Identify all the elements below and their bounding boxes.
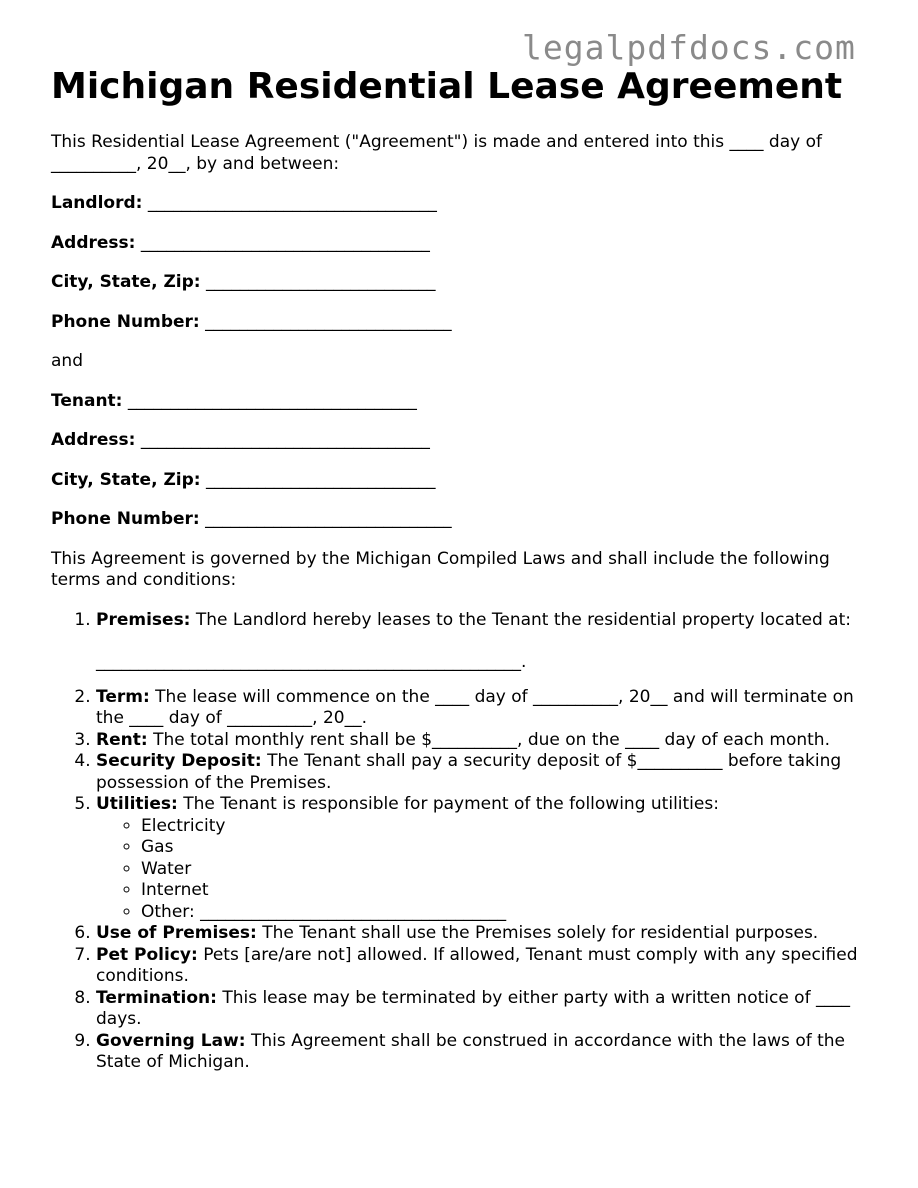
term-label: Term: (96, 686, 150, 707)
term-label: Rent: (96, 729, 148, 750)
term-label: Security Deposit: (96, 751, 262, 771)
field-label: Phone Number: (51, 509, 200, 529)
term-label: Termination: (96, 987, 217, 1008)
tenant-name-field (51, 391, 876, 413)
utility-item: ◦ Internet (141, 880, 876, 902)
premises-address-blank: __________________________________________________. (96, 652, 527, 672)
document-body (51, 132, 876, 1074)
and-text: and (51, 351, 83, 371)
utilities-list (96, 816, 876, 924)
field-label: Address: (51, 430, 136, 450)
field-label: Phone Number: (51, 311, 200, 332)
term-lease-term (96, 687, 876, 730)
field-label: Address: (51, 232, 136, 253)
term-label: Pet Policy: (96, 944, 198, 965)
field-label: City, State, Zip: (51, 272, 201, 292)
watermark: legalpdfdocs.com (522, 28, 856, 67)
term-label: Premises: (96, 609, 191, 630)
landlord-name-field (51, 193, 876, 215)
field-blank: ___________________________ (205, 469, 436, 490)
field-blank: __________________________________ (140, 232, 430, 253)
field-blank: ___________________________ (205, 272, 436, 292)
utility-item: ◦ Other: ____________________________________ (141, 902, 876, 924)
landlord-phone-field (51, 312, 876, 334)
term-label: Governing Law: (96, 1030, 246, 1051)
field-blank: _____________________________ (205, 311, 452, 332)
field-blank: __________________________________ (147, 193, 437, 213)
landlord-city-field (51, 272, 876, 294)
field-label: City, State, Zip: (51, 469, 201, 490)
term-text: The Tenant shall use the Premises solely for residential purposes. (262, 923, 819, 943)
tenant-city-field (51, 470, 876, 492)
utility-item: ◦ Water (141, 859, 876, 881)
term-text: The Tenant shall pay a security deposit of $__________ before taking possession of the Premises. (96, 751, 842, 793)
term-utilities (96, 794, 876, 923)
field-label: Landlord: (51, 193, 143, 213)
utility-item: ◦ Gas (141, 837, 876, 859)
term-text: The Tenant is responsible for payment of the following utilities: (183, 794, 719, 814)
field-label: Tenant: (51, 390, 123, 411)
term-text: The Landlord hereby leases to the Tenant the residential property located at: (195, 609, 851, 630)
terms-list (51, 610, 876, 1074)
term-text: This Agreement shall be construed in accordance with the laws of the State of Michigan. (96, 1030, 846, 1072)
term-pet-policy (96, 945, 876, 988)
tenant-phone-field (51, 509, 876, 531)
intro-paragraph: This Residential Lease Agreement ("Agreement") is made and entered into this ____ day of __________, 20__, by and between: (51, 132, 822, 174)
governed-paragraph: This Agreement is governed by the Michigan Compiled Laws and shall include the following terms and conditions: (51, 548, 830, 590)
term-text: This lease may be terminated by either party with a written notice of ____ days. (96, 987, 850, 1029)
utility-item: ◦ Electricity (141, 816, 876, 838)
field-blank: __________________________________ (127, 390, 417, 411)
term-termination (96, 988, 876, 1031)
document-title: Michigan Residential Lease Agreement (51, 66, 843, 107)
term-label: Utilities: (96, 794, 178, 814)
term-security-deposit (96, 751, 876, 794)
term-text: The lease will commence on the ____ day of __________, 20__ and will terminate on the ____ day of __________, 20__. (96, 686, 854, 728)
term-text: Pets [are/are not] allowed. If allowed, Tenant must comply with any specified conditions. (96, 944, 858, 986)
term-rent (96, 730, 876, 752)
field-blank: __________________________________ (140, 430, 430, 450)
term-label: Use of Premises: (96, 923, 257, 943)
field-blank: _____________________________ (205, 509, 452, 529)
term-text: The total monthly rent shall be $__________, due on the ____ day of each month. (153, 729, 830, 750)
term-premises (96, 610, 876, 674)
term-use-of-premises (96, 923, 876, 945)
landlord-address-field (51, 233, 876, 255)
term-governing-law (96, 1031, 876, 1074)
tenant-address-field (51, 430, 876, 452)
